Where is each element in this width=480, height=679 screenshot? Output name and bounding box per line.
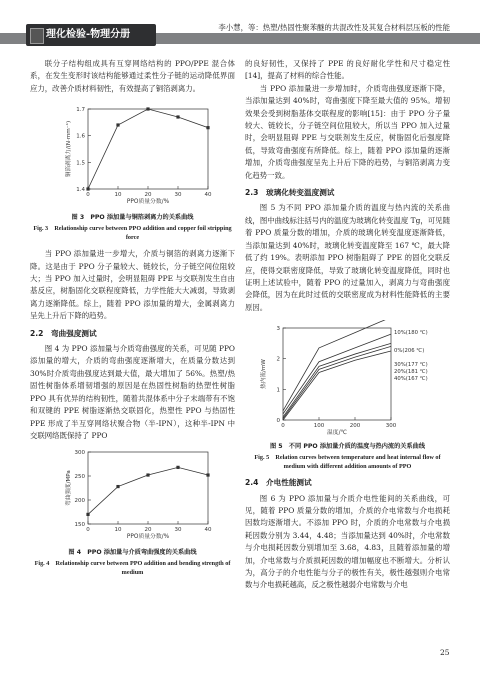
- figure-5-chart: [245, 320, 450, 440]
- series-label: 10%(180 ℃): [394, 330, 428, 337]
- data-point: [176, 466, 179, 469]
- paragraph: 图 5 为不同 PPO 添加量介质的温度与热内流的关系曲线，图中曲线标注括号内的温度为玻璃化转变温度 Tg，可见随着 PPO 质量分数的增加，介质的玻璃化转变温度逐渐降低，当添加量达到 40%时，玻璃化转变温度降至 167 ℃，最大降低了约 19%。表明添加 PPO 树脂阻碍了 PPE 的固化交联反应，使得交联密度降低，导致了玻璃化转变温度降低，同时也证明上述试验中，随着 PPO 的过量加入，剥离力与弯曲强度会降低，因为在此时过低的交联密度成为材料性能降低的主要原因。: [245, 203, 450, 312]
- x-axis-label: PPO质量分数/%: [126, 534, 170, 541]
- x-tick-label: 10: [114, 527, 122, 534]
- figure-5-caption-zh: 图 5 不同 PPO 添加量介质的温度与热内流的关系曲线: [269, 443, 426, 451]
- x-tick-label: 20: [144, 527, 152, 534]
- figure-4-caption-en: Fig. 4 Relationship curve between PPO addition and bending strength of medium: [34, 560, 231, 577]
- paragraph: 图 4 为 PPO 添加量与介质弯曲强度的关系，可见随 PPO 添加量的增大，介质的弯曲强度逐渐增大，在质量分数达到 30%时介质弯曲强度达到最大值，最大增加了 56%。热塑/热固性树脂体系增韧增强的原因是在热固性树脂的热塑性树脂 PPO 具有优异的结构韧性，随着共混体系中分子末端带有不饱和双键的 PPE 树脂逐渐热交联固化，热塑性 PPO 与热固性 PPE 形成了半互穿网络状聚合物（半-IPN），这种半-IPN 中交联网络既保持了 PPO: [30, 344, 235, 440]
- series-line: [88, 109, 208, 189]
- section-heading: 2.4 介电性能测试: [245, 478, 312, 488]
- data-point: [116, 124, 119, 127]
- figure-3-chart: [30, 101, 235, 211]
- paragraph: 的良好韧性，又保持了 PPE 的良好耐化学性和尺寸稳定性[14]，提高了材料的综合性能。: [245, 59, 450, 81]
- y-tick-label: 3: [276, 326, 280, 333]
- x-axis-label: 温度/℃: [326, 430, 348, 437]
- data-point: [176, 116, 179, 119]
- series-line: [283, 351, 391, 420]
- data-point: [146, 108, 149, 111]
- x-tick-label: 40: [204, 527, 212, 534]
- x-tick-label: 30: [174, 527, 182, 534]
- page-header: [0, 0, 480, 52]
- x-tick-label: 30: [174, 192, 182, 199]
- series-label: 0%(206 ℃): [394, 348, 425, 355]
- x-tick-label: 0: [281, 423, 285, 430]
- plot-frame: [283, 328, 391, 420]
- data-point: [116, 485, 119, 488]
- x-tick-label: 10: [114, 192, 122, 199]
- left-column: [30, 58, 235, 583]
- series-label: 30%(177 ℃): [394, 362, 428, 369]
- x-tick-label: 200: [349, 423, 361, 430]
- y-tick-label: 2: [276, 356, 280, 363]
- x-axis-label: PPO质量分数/%: [126, 199, 170, 206]
- series-line: [283, 334, 391, 414]
- y-axis-label: 热内流/mW: [261, 359, 267, 389]
- figure-3-caption-en: Fig. 3 Relationship curve between PPO addition and copper foil stripping force: [33, 225, 232, 242]
- series-label: 40%(167 ℃): [394, 376, 428, 383]
- data-point: [86, 188, 89, 191]
- data-point: [86, 513, 89, 516]
- y-tick-label: 150: [74, 522, 85, 529]
- series-line: [283, 343, 391, 417]
- plot-frame: [88, 452, 208, 524]
- y-tick-label: 1.6: [76, 133, 85, 140]
- journal-name: 理化检验-物理分册: [46, 29, 131, 40]
- y-tick-label: 1.7: [76, 107, 85, 114]
- figure-5-caption-en: Fig. 5 Relation curves between temperature and heat internal flow of medium with different addition amounts of PPO: [254, 454, 441, 471]
- y-tick-label: 1.5: [76, 160, 85, 167]
- y-tick-label: 1: [276, 387, 280, 394]
- page-number: 25: [440, 648, 450, 657]
- x-tick-label: 300: [385, 423, 397, 430]
- x-tick-label: 40: [204, 192, 212, 199]
- figure-4-chart: [30, 446, 235, 546]
- logo-mark-icon: [30, 28, 44, 44]
- journal-logo: [26, 24, 156, 46]
- figure-4-caption-zh: 图 4 PPO 添加量与介质弯曲强度的关系曲线: [68, 549, 197, 557]
- right-column: [245, 58, 450, 592]
- section-heading: 2.2 弯曲强度测试: [30, 328, 97, 338]
- y-axis-label: 弯曲强度/MPa: [66, 470, 72, 507]
- data-point: [146, 474, 149, 477]
- paragraph: 当 PPO 添加量进一步增大，介质与铜箔的剥离力逐渐下降。这是由于 PPO 分子量较大、链较长，分子链空间位阻较大；当 PPO 加入过量时，会明显阻碍 PPE 与交联剂发生自由基反应，树脂固化交联程度降低，力学性能大大减弱，导致剥离力逐渐降低。综上，随着 PPO 添加量的增大，金属剥离力呈先上升后下降的趋势。: [30, 249, 235, 321]
- series-label: 20%(181 ℃): [394, 369, 428, 376]
- x-tick-label: 20: [144, 192, 152, 199]
- y-axis-label: 铜箔剥离力/(N·mm⁻¹): [66, 121, 72, 178]
- y-tick-label: 0: [276, 418, 280, 425]
- section-heading: 2.3 玻璃化转变温度测试: [245, 188, 335, 198]
- x-tick-label: 100: [313, 423, 325, 430]
- x-tick-label: 0: [86, 192, 90, 199]
- paragraph: 图 6 为 PPO 添加量与介质介电性能间的关系曲线，可见，随着 PPO 质量分数的增加，介质的介电常数与介电损耗因数均逐渐增大。不添加 PPO 时，介质的介电常数与介电损耗因数分别为 3.44，4.48；当添加量达到 40%时，介电常数与介电损耗因数分别增加至 3.68，4.83，且随着添加量的增加，介电常数与介质损耗因数的增加幅度也不断增大。分析认为，高分子的介电性能与分子的极性有关，极性越强则介电常数与介电损耗越高，反之极性越弱介电常数与介电: [245, 493, 450, 590]
- y-tick-label: 1.4: [76, 187, 85, 194]
- y-tick-label: 250: [74, 474, 85, 481]
- x-tick-label: 0: [86, 527, 90, 534]
- data-point: [206, 474, 209, 477]
- series-line: [283, 320, 391, 411]
- data-point: [206, 126, 209, 129]
- y-tick-label: 200: [74, 498, 85, 505]
- running-title: 李小慧，等：热塑/热固性聚苯醚的共混改性及其复合材料层压板的性能: [218, 23, 450, 32]
- paragraph: 联分子结构组成具有互穿网络结构的 PPO/PPE 混合体系，在发生变形时该结构能够通过柔性分子链的运动降低界面应力，改善介质材料韧性，有效提高了铜箔剥离力。: [30, 59, 235, 93]
- y-tick-label: 300: [74, 450, 85, 457]
- figure-3-caption-zh: 图 3 PPO 添加量与铜箔剥离力的关系曲线: [71, 214, 194, 222]
- paragraph: 当 PPO 添加量进一步增加时，介质弯曲强度逐渐下降，当添加量达到 40%时，弯曲强度下降至最大值的 95%。增韧效果会受到树脂基体交联程度的影响[15]：由于 PPO 分子量较大、链较长，分子链空间位阻较大，所以当 PPO 加入过量时，会明显阻碍 PPE 与交联剂发生反应，树脂固化后强度降低，导致弯曲强度有所降低。综上，随着 PPO 添加量的逐渐增加，介质弯曲强度呈先上升后下降的趋势，与铜箔剥离力变化趋势一致。: [245, 83, 450, 180]
